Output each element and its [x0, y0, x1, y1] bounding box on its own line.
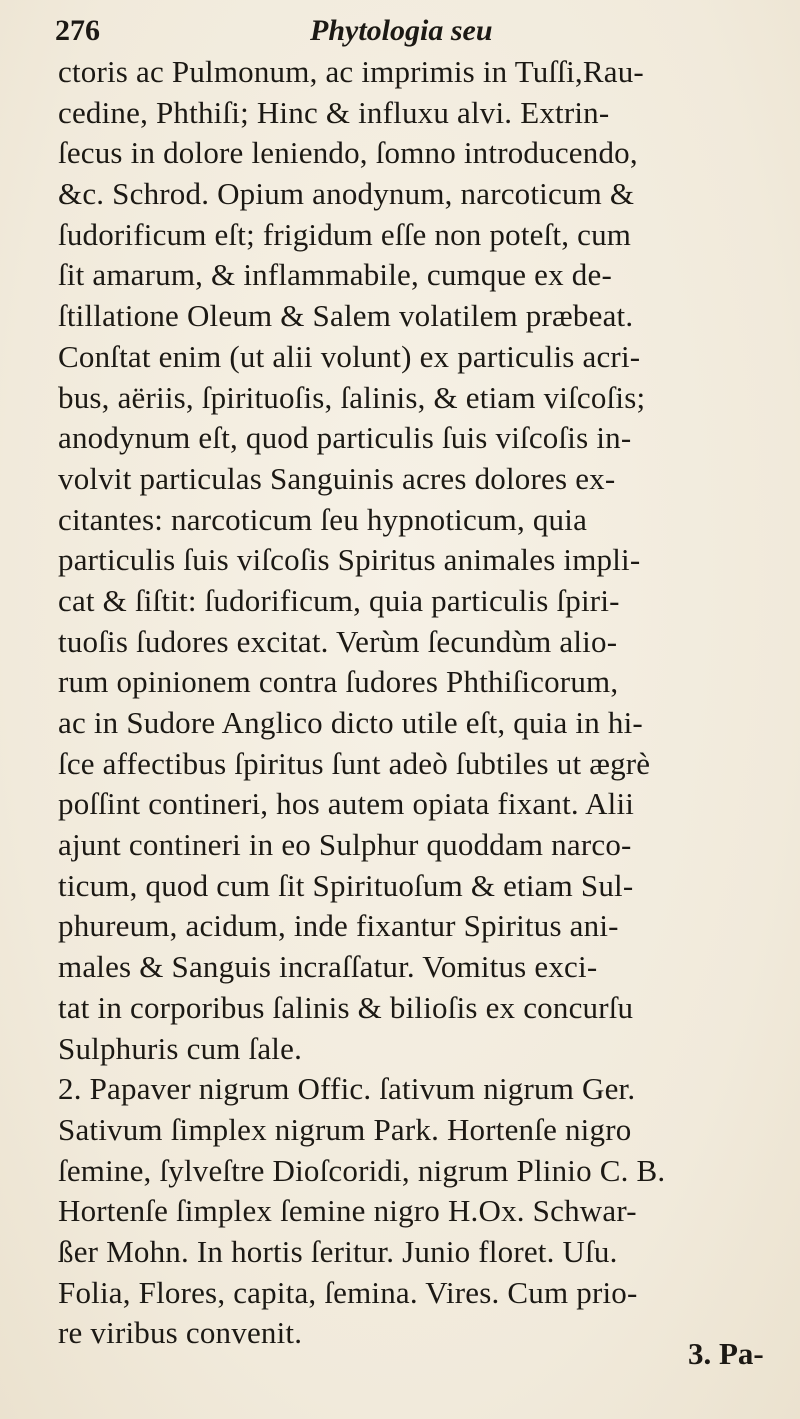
text-line: re viribus convenit.	[58, 1315, 303, 1351]
text-line: tuoſis ſudores excitat. Verùm ſecundùm alio-	[58, 623, 618, 659]
text-line: citantes: narcoticum ſeu hypnoticum, quia	[58, 501, 588, 537]
text-line: volvit particulas Sanguinis acres dolores ex-	[58, 460, 616, 496]
text-line: &c. Schrod. Opium anodynum, narcoticum &	[58, 176, 635, 212]
text-line: particulis ſuis viſcoſis Spiritus animales impli-	[58, 542, 641, 578]
text-line: ſit amarum, & inflammabile, cumque ex de-	[58, 257, 612, 293]
text-line: poſſint contineri, hos autem opiata fixant. Alii	[58, 786, 635, 822]
text-line: ſemine, ſylveſtre Dioſcoridi, nigrum Plinio C. B.	[58, 1152, 666, 1188]
text-line: cat & ſiſtit: ſudorificum, quia particulis ſpiri-	[58, 582, 620, 618]
text-line: 2. Papaver nigrum Offic. ſativum nigrum Ger.	[58, 1071, 636, 1107]
body-text	[58, 52, 788, 1354]
text-line: ſce affectibus ſpiritus ſunt adeò ſubtiles ut ægrè	[58, 745, 651, 781]
text-line: Sativum ſimplex nigrum Park. Hortenſe nigro	[58, 1111, 632, 1147]
text-line: ticum, quod cum ſit Spirituoſum & etiam Sul-	[58, 867, 634, 903]
text-line: ſecus in dolore leniendo, ſomno introducendo,	[58, 135, 638, 171]
text-line: cedine, Phthiſi; Hinc & influxu alvi. Extrin-	[58, 94, 610, 130]
text-line: anodynum eſt, quod particulis ſuis viſcoſis in-	[58, 420, 632, 456]
text-line: Sulphuris cum ſale.	[58, 1030, 303, 1066]
text-line: ßer Mohn. In hortis ſeritur. Junio floret. Uſu.	[58, 1233, 618, 1269]
page-number: 276	[55, 14, 100, 47]
text-line: tat in corporibus ſalinis & bilioſis ex concurſu	[58, 989, 634, 1025]
text-line: bus, aëriis, ſpirituoſis, ſalinis, & etiam viſcoſis;	[58, 379, 646, 415]
text-line: Conſtat enim (ut alii volunt) ex particulis acri-	[58, 338, 641, 374]
text-line: ſudorificum eſt; frigidum eſſe non poteſt, cum	[58, 216, 632, 252]
catchword: 3. Pa-	[688, 1336, 764, 1371]
text-line: ajunt contineri in eo Sulphur quoddam narco-	[58, 827, 632, 863]
running-title: Phytologia seu	[310, 14, 493, 47]
text-line: Hortenſe ſimplex ſemine nigro H.Ox. Schwar-	[58, 1193, 637, 1229]
text-line: ſtillatione Oleum & Salem volatilem præbeat.	[58, 298, 634, 334]
text-line: rum opinionem contra ſudores Phthiſicorum,	[58, 664, 619, 700]
text-line: ctoris ac Pulmonum, ac imprimis in Tuſſi,Rau-	[58, 54, 644, 89]
text-line: ac in Sudore Anglico dicto utile eſt, quia in hi-	[58, 705, 643, 740]
text-line: phureum, acidum, inde fixantur Spiritus ani-	[58, 908, 619, 944]
text-line: Folia, Flores, capita, ſemina. Vires. Cum prio-	[58, 1274, 638, 1310]
text-line: males & Sanguis incraſſatur. Vomitus exci-	[58, 949, 598, 985]
page-header	[55, 8, 755, 54]
